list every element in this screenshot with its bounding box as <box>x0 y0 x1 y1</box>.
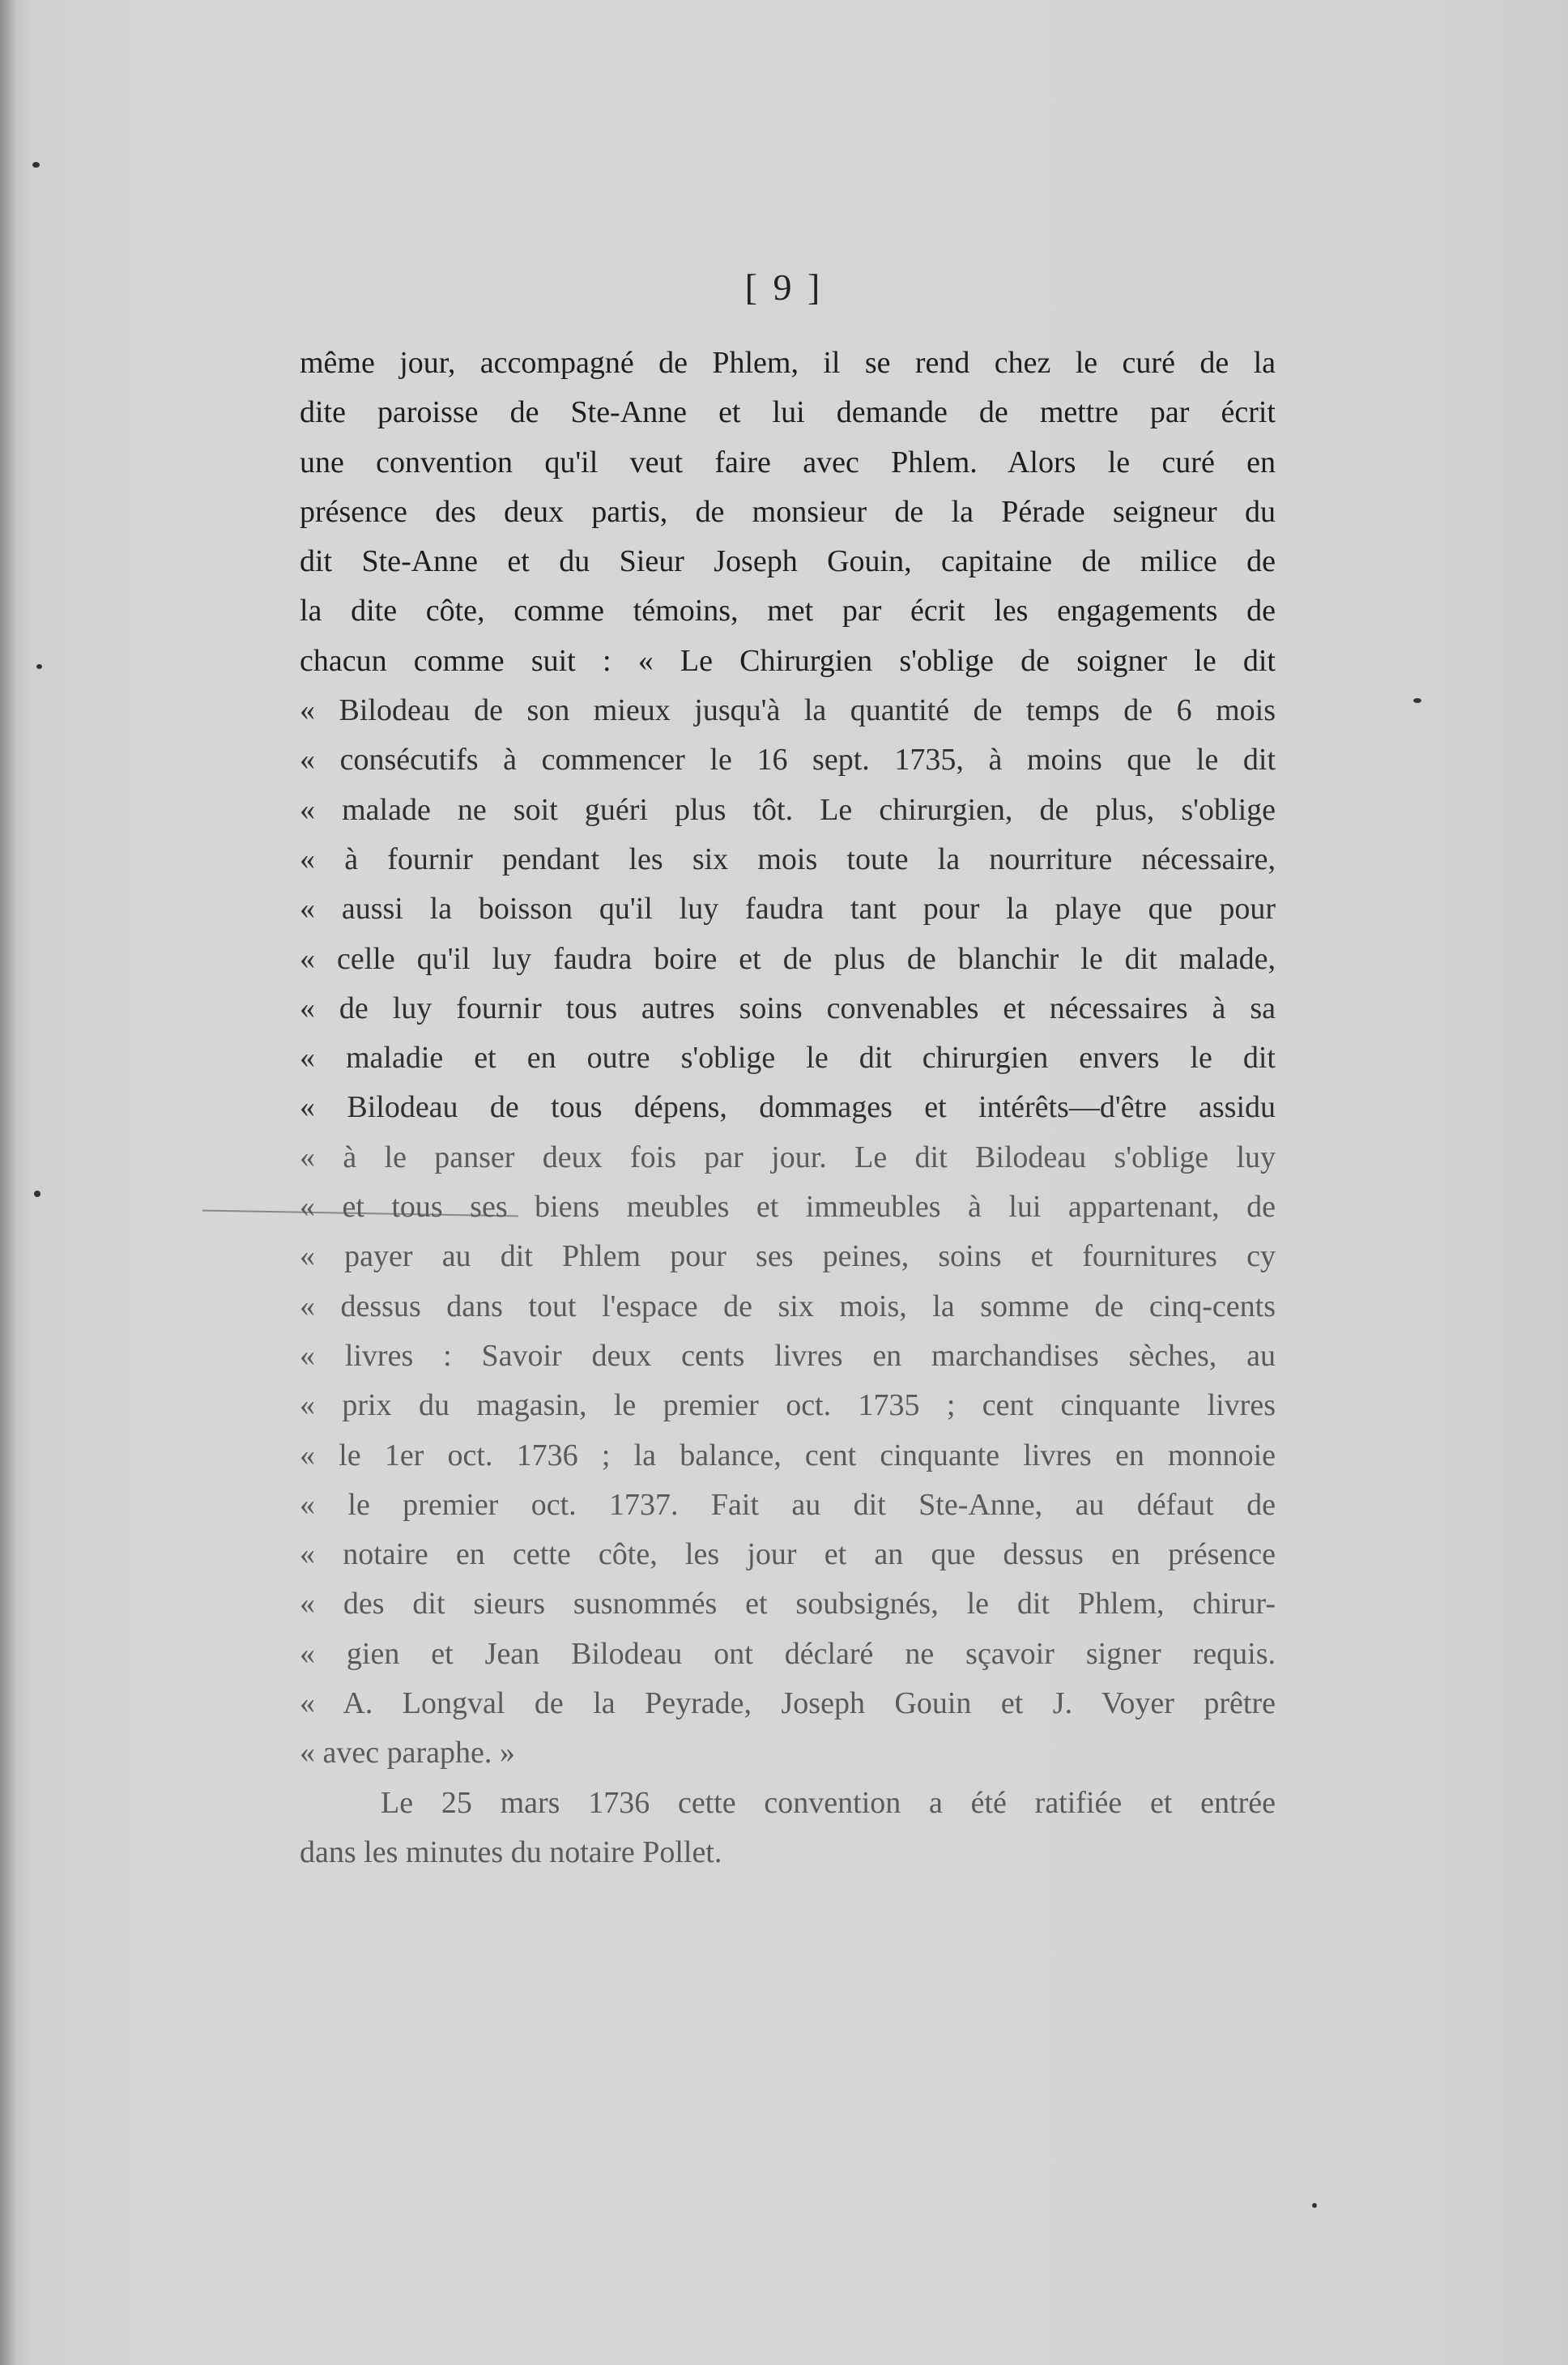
scan-speck <box>32 162 40 168</box>
quote-line: « livres : Savoir deux cents livres en marchandises sèches, au <box>300 1338 1276 1373</box>
quote-line: « prix du magasin, le premier oct. 1735 ; cent cinquante livres <box>300 1388 1276 1423</box>
quote-line: « Bilodeau de tous dépens, dommages et intérêts—d'être assidu <box>300 1090 1276 1125</box>
quote-line: « maladie et en outre s'oblige le dit chirurgien envers le dit <box>300 1041 1276 1076</box>
quote-line: « de luy fournir tous autres soins convenables et nécessaires à sa <box>300 991 1276 1025</box>
quote-line: « Bilodeau de son mieux jusqu'à la quantité de temps de 6 mois <box>300 693 1276 728</box>
quote-line: « gien et Jean Bilodeau ont déclaré ne sçavoir signer requis. <box>300 1636 1276 1671</box>
quote-line: « avec paraphe. » <box>300 1736 515 1771</box>
page-edge-shadow <box>0 0 18 2365</box>
scan-speck <box>34 1191 40 1197</box>
quote-line: « A. Longval de la Peyrade, Joseph Gouin et J. Voyer prêtre <box>300 1686 1276 1721</box>
quote-line: « malade ne soit guéri plus tôt. Le chirurgien, de plus, s'oblige <box>300 792 1276 827</box>
quote-line: « dessus dans tout l'espace de six mois, la somme de cinq-cents <box>300 1289 1276 1323</box>
quote-line: « des dit sieurs susnommés et soubsignés, le dit Phlem, chirur- <box>300 1587 1276 1621</box>
scan-speck <box>1413 698 1421 703</box>
quote-line: « à le panser deux fois par jour. Le dit Bilodeau s'oblige luy <box>300 1140 1276 1174</box>
quote-line: « notaire en cette côte, les jour et an que dessus en présence <box>300 1537 1276 1572</box>
text-line: même jour, accompagné de Phlem, il se rend chez le curé de la <box>300 346 1276 380</box>
quote-line: « consécutifs à commencer le 16 sept. 1735, à moins que le dit <box>300 743 1276 778</box>
quote-line: « le 1er oct. 1736 ; la balance, cent cinquante livres en monnoie <box>300 1438 1276 1472</box>
page-number: [ 9 ] <box>744 266 824 308</box>
scan-speck <box>36 664 42 669</box>
text-line: dit Ste-Anne et du Sieur Joseph Gouin, capitaine de milice de <box>300 544 1276 579</box>
text-line: la dite côte, comme témoins, met par écrit les engagements de <box>300 594 1276 629</box>
text-line: dans les minutes du notaire Pollet. <box>300 1834 722 1869</box>
text-line: présence des deux partis, de monsieur de la Pérade seigneur du <box>300 494 1276 529</box>
body-text <box>300 339 1276 1877</box>
scan-speck <box>1312 2203 1317 2208</box>
text-line: dite paroisse de Ste-Anne et lui demande de mettre par écrit <box>300 395 1276 430</box>
quote-line: « aussi la boisson qu'il luy faudra tant pour la playe que pour <box>300 892 1276 927</box>
quote-line: « à fournir pendant les six mois toute la nourriture nécessaire, <box>300 842 1276 876</box>
text-line: chacun comme suit : « Le Chirurgien s'oblige de soigner le dit <box>300 643 1276 678</box>
quote-line: « celle qu'il luy faudra boire et de plus de blanchir le dit malade, <box>300 941 1276 976</box>
quote-line: « payer au dit Phlem pour ses peines, soins et fournitures cy <box>300 1239 1276 1274</box>
text-line: une convention qu'il veut faire avec Phlem. Alors le curé en <box>300 445 1276 479</box>
quote-line: « le premier oct. 1737. Fait au dit Ste-Anne, au défaut de <box>300 1487 1276 1522</box>
quote-line: « et tous ses biens meubles et immeubles à lui appartenant, de <box>300 1190 1276 1225</box>
text-line: Le 25 mars 1736 cette convention a été ratifiée et entrée <box>381 1785 1276 1820</box>
